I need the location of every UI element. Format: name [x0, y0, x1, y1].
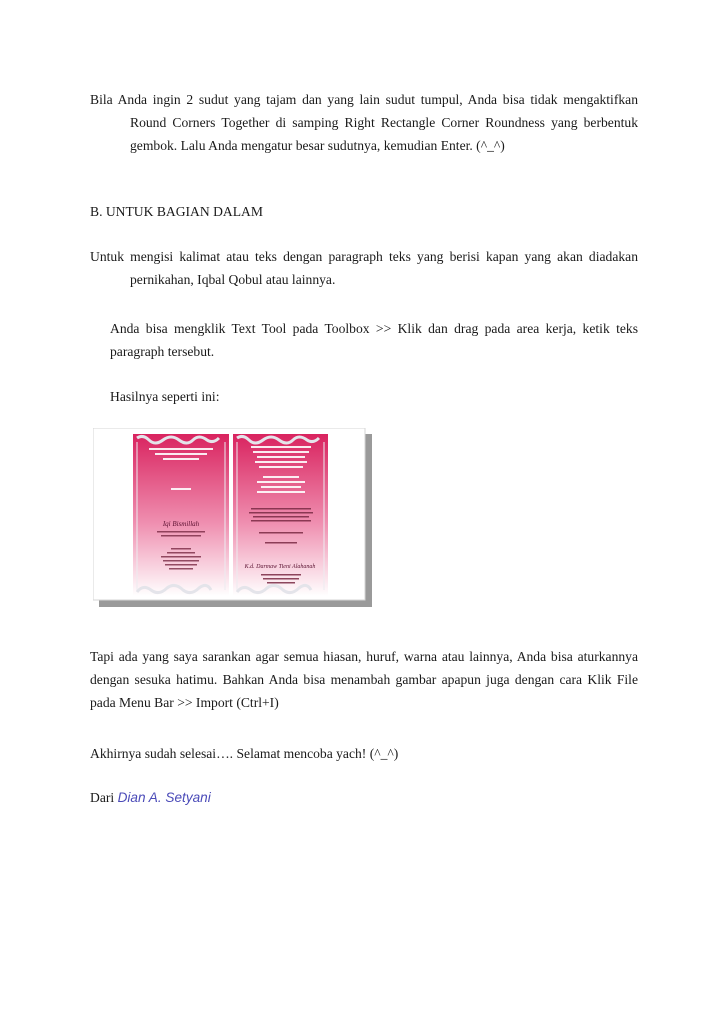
left-card-name: Iqi Bismillah — [162, 520, 200, 528]
closing-line — [90, 786, 638, 809]
right-card-name: K.d. Darmaw Tieni Alahanah — [244, 564, 316, 570]
paragraph-corner-settings: Bila Anda ingin 2 sudut yang tajam dan yang lain sudut tumpul, Anda bisa tidak mengaktifkan Round Corners Together di samping Right Rectangle Corner Roundness yang berbentuk gembok. Lalu Anda mengatur besar sudutnya, kemudian Enter. (^_^) — [90, 92, 638, 153]
paragraph-suggestion: Tapi ada yang saya sarankan agar semua hiasan, huruf, warna atau lainnya, Anda bisa aturkannya dengan sesuka hatimu. Bahkan Anda bisa menambah gambar apapun juga dengan cara Klik File pada Menu Bar >> Import (Ctrl+I) — [90, 649, 638, 710]
paragraph-inner-text: Untuk mengisi kalimat atau teks dengan paragraph teks yang berisi kapan yang akan diadakan pernikahan, Iqbal Qobul atau lainnya. — [90, 249, 638, 287]
paragraph-text-tool: Anda bisa mengklik Text Tool pada Toolbox >> Klik dan drag pada area kerja, ketik teks paragraph tersebut. — [110, 321, 638, 359]
right-card — [233, 434, 328, 596]
section-heading: B. UNTUK BAGIAN DALAM — [90, 204, 263, 219]
paragraph-finish: Akhirnya sudah selesai…. Selamat mencoba yach! (^_^) — [90, 746, 399, 761]
paragraph-result-label: Hasilnya seperti ini: — [110, 389, 220, 404]
author-name: Dian A. Setyani — [117, 790, 211, 805]
closing-prefix: Dari — [90, 790, 115, 805]
invitation-preview-svg — [93, 428, 374, 609]
invitation-preview-image — [93, 428, 374, 609]
